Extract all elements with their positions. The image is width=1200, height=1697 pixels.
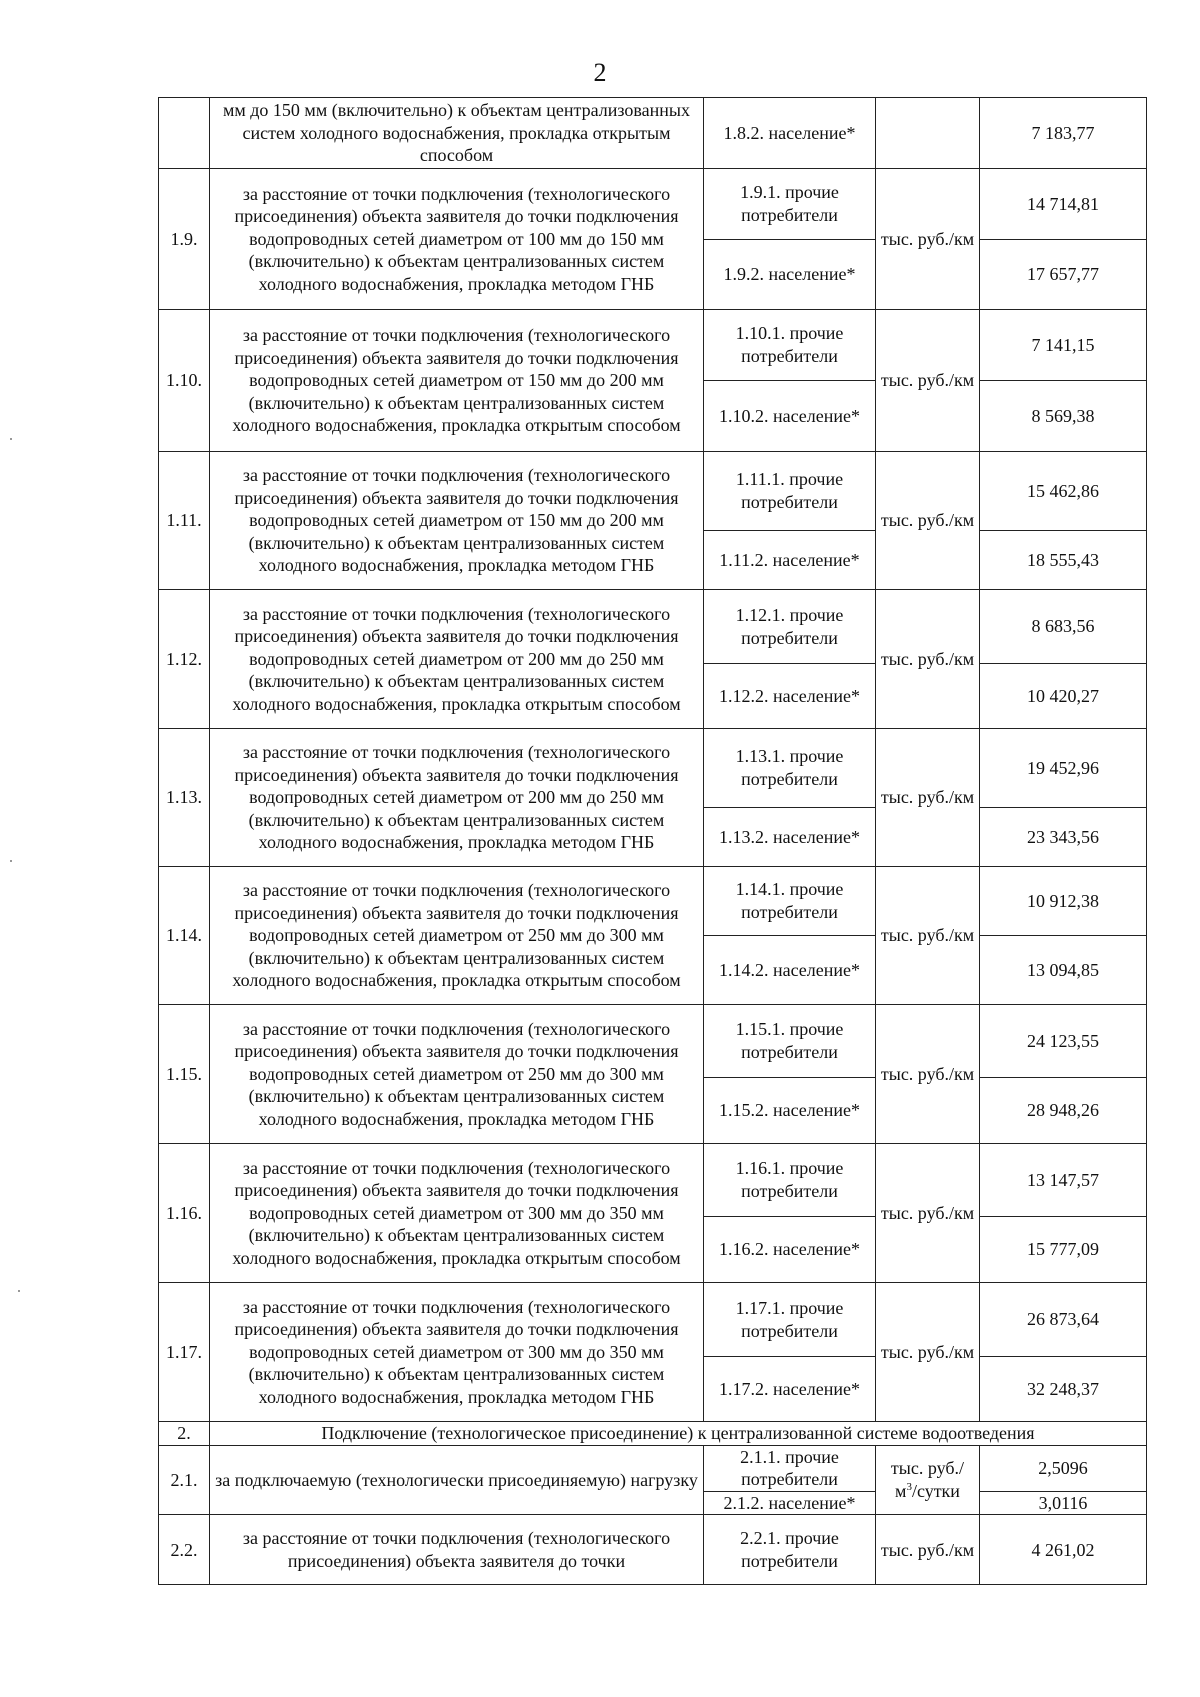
row-number: 1.15. bbox=[159, 1005, 210, 1144]
consumer-category: 1.14.2. население* bbox=[704, 936, 876, 1005]
unit-cell: тыс. руб./км bbox=[876, 729, 980, 867]
consumer-category: 1.10.2. население* bbox=[704, 381, 876, 452]
unit-cell bbox=[876, 98, 980, 169]
row-number: 2.2. bbox=[159, 1515, 210, 1585]
unit-text-suffix: /сутки bbox=[911, 1480, 960, 1501]
unit-superscript: 3 bbox=[906, 1480, 912, 1493]
table-row bbox=[159, 729, 1147, 808]
tariff-value: 3,0116 bbox=[980, 1491, 1147, 1515]
tariff-value: 18 555,43 bbox=[980, 531, 1147, 590]
table-row bbox=[159, 1515, 1147, 1585]
unit-text: тыс. руб./ м bbox=[890, 1458, 965, 1501]
unit-cell bbox=[876, 1445, 980, 1515]
tariff-value: 14 714,81 bbox=[980, 169, 1147, 240]
table-row bbox=[159, 452, 1147, 531]
consumer-category: 1.17.1. прочие потребители bbox=[704, 1283, 876, 1357]
scan-speck bbox=[18, 1290, 20, 1292]
row-number: 1.16. bbox=[159, 1144, 210, 1283]
page-number: 2 bbox=[593, 58, 607, 87]
row-number: 1.10. bbox=[159, 310, 210, 452]
row-description: за расстояние от точки подключения (технологического присоединения) объекта заявителя до точки подключения водопроводных сетей диаметром от 200 мм до 250 мм (включительно) к объектам централизованных систем холодного водоснабжения, прокладка открытым способом bbox=[210, 590, 704, 729]
table-row bbox=[159, 1144, 1147, 1217]
row-number: 2.1. bbox=[159, 1445, 210, 1515]
table-row bbox=[159, 98, 1147, 169]
row-description: мм до 150 мм (включительно) к объектам централизованных систем холодного водоснабжения, прокладка открытым способом bbox=[210, 98, 704, 169]
tariff-value: 7 183,77 bbox=[980, 98, 1147, 169]
tariff-value: 26 873,64 bbox=[980, 1283, 1147, 1357]
table-row bbox=[159, 1445, 1147, 1491]
section-title: Подключение (технологическое присоединение) к централизованной системе водоотведения bbox=[210, 1422, 1147, 1446]
consumer-category: 1.10.1. прочие потребители bbox=[704, 310, 876, 381]
consumer-category: 1.14.1. прочие потребители bbox=[704, 867, 876, 936]
tariff-value: 7 141,15 bbox=[980, 310, 1147, 381]
unit-cell: тыс. руб./км bbox=[876, 169, 980, 310]
unit-cell: тыс. руб./км bbox=[876, 1515, 980, 1585]
consumer-category: 1.9.2. население* bbox=[704, 240, 876, 310]
row-description: за расстояние от точки подключения (технологического присоединения) объекта заявителя до точки подключения водопроводных сетей диаметром от 300 мм до 350 мм (включительно) к объектам централизованных систем холодного водоснабжения, прокладка методом ГНБ bbox=[210, 1283, 704, 1422]
consumer-category: 2.2.1. прочие потребители bbox=[704, 1515, 876, 1585]
row-description: за расстояние от точки подключения (технологического присоединения) объекта заявителя до точки подключения водопроводных сетей диаметром от 150 мм до 200 мм (включительно) к объектам централизованных систем холодного водоснабжения, прокладка методом ГНБ bbox=[210, 452, 704, 590]
consumer-category: 1.15.2. население* bbox=[704, 1078, 876, 1144]
unit-cell: тыс. руб./км bbox=[876, 590, 980, 729]
table-row bbox=[159, 867, 1147, 936]
tariff-value: 24 123,55 bbox=[980, 1005, 1147, 1078]
table-row bbox=[159, 590, 1147, 664]
unit-cell: тыс. руб./км bbox=[876, 1144, 980, 1283]
tariff-value: 23 343,56 bbox=[980, 808, 1147, 867]
consumer-category: 1.16.1. прочие потребители bbox=[704, 1144, 876, 1217]
consumer-category: 2.1.1. прочие потребители bbox=[704, 1445, 876, 1491]
row-number: 1.11. bbox=[159, 452, 210, 590]
row-number: 1.12. bbox=[159, 590, 210, 729]
tariff-value: 13 147,57 bbox=[980, 1144, 1147, 1217]
scan-speck bbox=[10, 860, 12, 862]
unit-cell: тыс. руб./км bbox=[876, 1005, 980, 1144]
row-number bbox=[159, 98, 210, 169]
consumer-category: 1.9.1. прочие потребители bbox=[704, 169, 876, 240]
row-description: за подключаемую (технологически присоединяемую) нагрузку bbox=[210, 1445, 704, 1515]
row-number: 1.14. bbox=[159, 867, 210, 1005]
consumer-category: 1.11.2. население* bbox=[704, 531, 876, 590]
consumer-category: 1.12.2. население* bbox=[704, 664, 876, 729]
row-description: за расстояние от точки подключения (технологического присоединения) объекта заявителя до точки подключения водопроводных сетей диаметром от 250 мм до 300 мм (включительно) к объектам централизованных систем холодного водоснабжения, прокладка методом ГНБ bbox=[210, 1005, 704, 1144]
row-description: за расстояние от точки подключения (технологического присоединения) объекта заявителя до точки подключения водопроводных сетей диаметром от 100 мм до 150 мм (включительно) к объектам централизованных систем холодного водоснабжения, прокладка методом ГНБ bbox=[210, 169, 704, 310]
consumer-category: 1.16.2. население* bbox=[704, 1217, 876, 1283]
consumer-category: 1.15.1. прочие потребители bbox=[704, 1005, 876, 1078]
tariff-value: 8 569,38 bbox=[980, 381, 1147, 452]
tariff-value: 10 912,38 bbox=[980, 867, 1147, 936]
table-row bbox=[159, 169, 1147, 240]
tariff-value: 15 777,09 bbox=[980, 1217, 1147, 1283]
table-row bbox=[159, 1283, 1147, 1357]
unit-cell: тыс. руб./км bbox=[876, 452, 980, 590]
section-row bbox=[159, 1422, 1147, 1446]
row-description: за расстояние от точки подключения (технологического присоединения) объекта заявителя до точки подключения водопроводных сетей диаметром от 150 мм до 200 мм (включительно) к объектам централизованных систем холодного водоснабжения, прокладка открытым способом bbox=[210, 310, 704, 452]
table-row bbox=[159, 310, 1147, 381]
consumer-category: 1.13.2. население* bbox=[704, 808, 876, 867]
tariff-value: 28 948,26 bbox=[980, 1078, 1147, 1144]
consumer-category: 1.8.2. население* bbox=[704, 98, 876, 169]
tariff-value: 2,5096 bbox=[980, 1445, 1147, 1491]
row-description: за расстояние от точки подключения (технологического присоединения) объекта заявителя до точки bbox=[210, 1515, 704, 1585]
tariff-value: 10 420,27 bbox=[980, 664, 1147, 729]
section-number: 2. bbox=[159, 1422, 210, 1446]
row-number: 1.13. bbox=[159, 729, 210, 867]
tariff-value: 8 683,56 bbox=[980, 590, 1147, 664]
scan-speck bbox=[10, 438, 12, 440]
consumer-category: 1.13.1. прочие потребители bbox=[704, 729, 876, 808]
tariff-value: 4 261,02 bbox=[980, 1515, 1147, 1585]
tariff-value: 15 462,86 bbox=[980, 452, 1147, 531]
consumer-category: 2.1.2. население* bbox=[704, 1491, 876, 1515]
consumer-category: 1.11.1. прочие потребители bbox=[704, 452, 876, 531]
tariff-value: 19 452,96 bbox=[980, 729, 1147, 808]
tariff-value: 13 094,85 bbox=[980, 936, 1147, 1005]
row-number: 1.17. bbox=[159, 1283, 210, 1422]
consumer-category: 1.17.2. население* bbox=[704, 1357, 876, 1422]
row-number: 1.9. bbox=[159, 169, 210, 310]
unit-cell: тыс. руб./км bbox=[876, 867, 980, 1005]
row-description: за расстояние от точки подключения (технологического присоединения) объекта заявителя до точки подключения водопроводных сетей диаметром от 250 мм до 300 мм (включительно) к объектам централизованных систем холодного водоснабжения, прокладка открытым способом bbox=[210, 867, 704, 1005]
row-description: за расстояние от точки подключения (технологического присоединения) объекта заявителя до точки подключения водопроводных сетей диаметром от 300 мм до 350 мм (включительно) к объектам централизованных систем холодного водоснабжения, прокладка открытым способом bbox=[210, 1144, 704, 1283]
unit-cell: тыс. руб./км bbox=[876, 1283, 980, 1422]
table-row bbox=[159, 1005, 1147, 1078]
unit-cell: тыс. руб./км bbox=[876, 310, 980, 452]
tariff-table bbox=[158, 97, 1147, 1585]
tariff-value: 17 657,77 bbox=[980, 240, 1147, 310]
consumer-category: 1.12.1. прочие потребители bbox=[704, 590, 876, 664]
tariff-value: 32 248,37 bbox=[980, 1357, 1147, 1422]
row-description: за расстояние от точки подключения (технологического присоединения) объекта заявителя до точки подключения водопроводных сетей диаметром от 200 мм до 250 мм (включительно) к объектам централизованных систем холодного водоснабжения, прокладка методом ГНБ bbox=[210, 729, 704, 867]
